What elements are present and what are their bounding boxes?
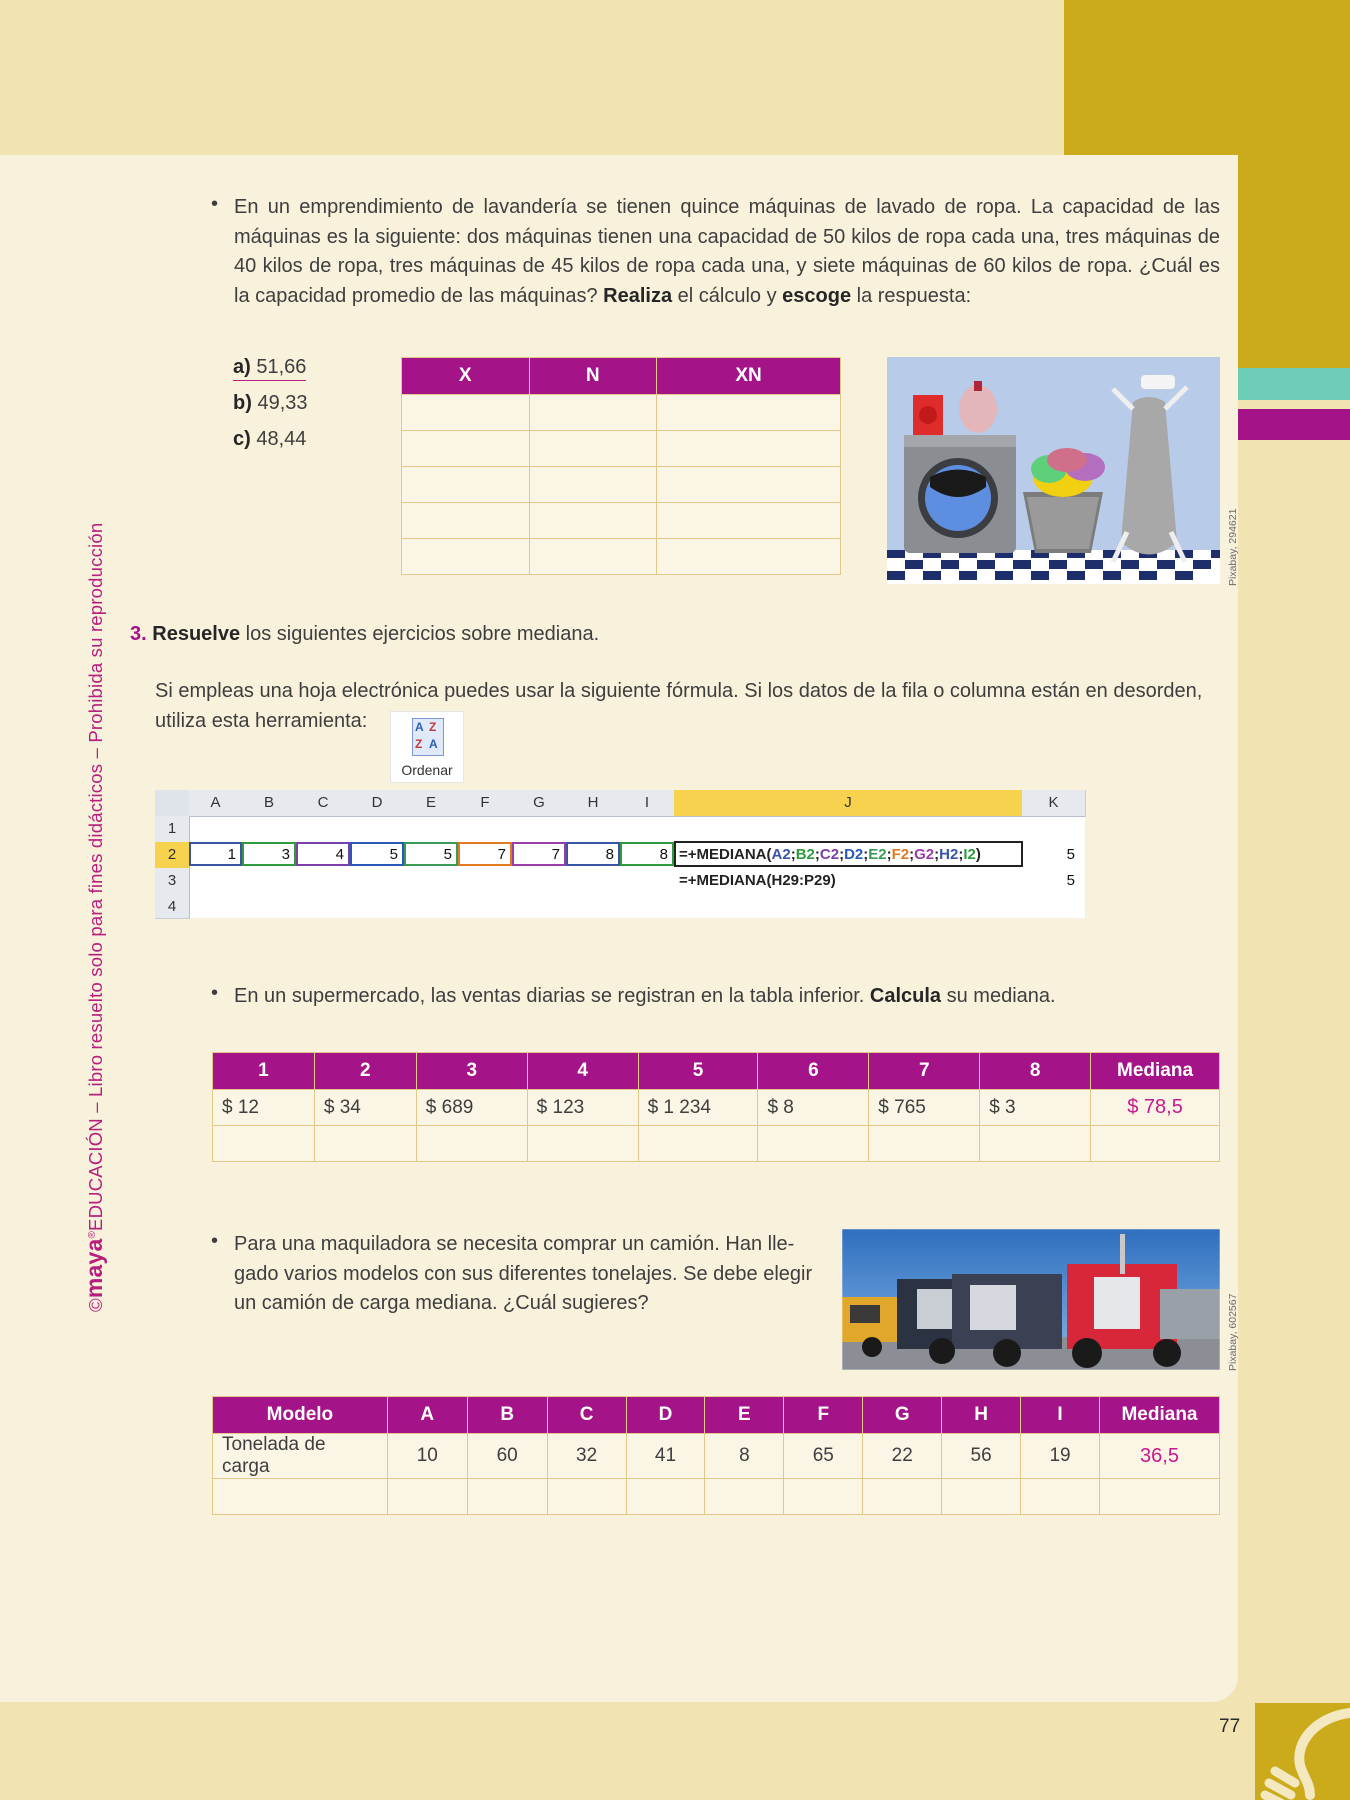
column-header[interactable]: E bbox=[404, 790, 459, 817]
cell-k2[interactable]: 5 bbox=[1066, 846, 1075, 863]
header-x: X bbox=[402, 358, 530, 395]
table-row: $ 12 $ 34 $ 689 $ 123 $ 1 234 $ 8 $ 765 $ 3 $ 78,5 bbox=[213, 1090, 1220, 1126]
column-header[interactable]: D bbox=[350, 790, 405, 817]
row-header-selected[interactable]: 2 bbox=[155, 842, 190, 869]
truck-problem-text: Para una maquiladora se necesita comprar un camión. Han lle- gado varios modelos con sus diferentes tonelajes. Se debe elegir un camión de carga mediana. ¿Cuál sugieres? bbox=[234, 1233, 813, 1314]
table-row bbox=[402, 467, 841, 503]
column-header[interactable]: H bbox=[566, 790, 621, 817]
supermarket-problem-text: En un supermercado, las ventas diarias se registran en la tabla inferior. Calcula su mediana. bbox=[234, 985, 1056, 1007]
median-formula-j3[interactable]: =+MEDIANA(H29:P29) bbox=[679, 872, 836, 889]
decorative-teal-tab bbox=[1238, 368, 1350, 400]
decorative-magenta-tab bbox=[1238, 409, 1350, 440]
median-formula-j2: =+MEDIANA(A2;B2;C2;D2;E2;F2;G2;H2;I2) bbox=[679, 846, 981, 863]
lightbulb-icon bbox=[1255, 1703, 1350, 1800]
row-header[interactable]: 4 bbox=[155, 894, 190, 919]
sort-label: Ordenar bbox=[401, 762, 453, 778]
image-credit-laundry: Pixabay, 294621 bbox=[1227, 508, 1239, 586]
table-header-row bbox=[402, 358, 841, 395]
column-header[interactable]: F bbox=[458, 790, 513, 817]
cell-c2[interactable]: 4 bbox=[335, 846, 344, 863]
page-number: 77 bbox=[1219, 1716, 1241, 1737]
copyright-side-text: ©maya®EDUCACIÓN – Libro resuelto solo para fines didácticos – Prohibida su reproducción bbox=[81, 522, 107, 1312]
column-header[interactable]: K bbox=[1022, 790, 1086, 817]
bullet: • bbox=[211, 982, 219, 1004]
corner-cell bbox=[155, 790, 190, 817]
cell-b2[interactable]: 3 bbox=[281, 846, 290, 863]
spreadsheet-screenshot bbox=[155, 790, 1085, 918]
table-header-row: 1 2 3 4 5 6 7 8 Mediana bbox=[213, 1053, 1220, 1090]
column-header-selected[interactable]: J bbox=[674, 790, 1023, 817]
xn-table bbox=[401, 357, 841, 575]
row-header[interactable]: 1 bbox=[155, 816, 190, 843]
bullet: • bbox=[211, 193, 219, 215]
table-row: Tonelada de carga 10 60 32 41 8 65 22 56 19 36,5 bbox=[213, 1434, 1220, 1479]
cell-d2[interactable]: 5 bbox=[389, 846, 398, 863]
cell-e2[interactable]: 5 bbox=[443, 846, 452, 863]
sort-tool-button[interactable] bbox=[390, 711, 464, 783]
truck-tonnage-table bbox=[212, 1396, 1220, 1515]
table-row bbox=[402, 395, 841, 431]
cell-g2[interactable]: 7 bbox=[551, 846, 560, 863]
cell-k3[interactable]: 5 bbox=[1066, 872, 1075, 889]
sort-az-icon: A Z Z A bbox=[412, 718, 444, 756]
cell-h2[interactable]: 8 bbox=[605, 846, 614, 863]
column-header[interactable]: B bbox=[242, 790, 297, 817]
sales-table bbox=[212, 1052, 1220, 1162]
table-row bbox=[213, 1479, 1220, 1515]
column-header[interactable]: A bbox=[189, 790, 243, 817]
column-header[interactable]: G bbox=[512, 790, 567, 817]
table-row bbox=[402, 503, 841, 539]
header-n: N bbox=[529, 358, 657, 395]
column-header[interactable]: C bbox=[296, 790, 351, 817]
header-xn: XN bbox=[657, 358, 841, 395]
trucks-photo bbox=[842, 1229, 1220, 1370]
table-row bbox=[402, 431, 841, 467]
median-answer: $ 78,5 bbox=[1091, 1090, 1220, 1126]
bullet: • bbox=[211, 1230, 219, 1252]
decorative-gold-block-bottom bbox=[1255, 1703, 1350, 1800]
cell-f2[interactable]: 7 bbox=[497, 846, 506, 863]
table-row bbox=[213, 1126, 1220, 1162]
laundry-illustration bbox=[887, 357, 1220, 584]
image-credit-trucks: Pixabay, 602567 bbox=[1227, 1293, 1239, 1371]
cell-a2[interactable]: 1 bbox=[227, 846, 236, 863]
table-header-row: Modelo A B C D E F G H I Mediana bbox=[213, 1397, 1220, 1434]
exercise-3-paragraph: Si empleas una hoja electrónica puedes usar la siguiente fórmula. Si los datos de la fila o columna están en desorden, utiliza esta herramienta: bbox=[155, 680, 1203, 732]
table-row bbox=[402, 539, 841, 575]
answer-option-a: a) 51,66 bbox=[233, 356, 306, 381]
median-answer: 36,5 bbox=[1099, 1434, 1219, 1479]
answer-option-c: c) 48,44 bbox=[233, 428, 307, 450]
laundry-problem-text: En un emprendimiento de lavandería se tienen quince máquinas de lavado de ropa. La capacidad de las máquinas es la siguiente: dos máquinas tienen una capacidad de 50 kilos de ropa cada una, tres máquinas de 40 kilos de ropa, tres máquinas de 45 kilos de ropa cada una, y siete máquinas de 60 kilos de ropa. ¿Cuál es la capacidad promedio de las máquinas? Realiza el cálculo y escoge la respuesta: bbox=[234, 196, 1220, 307]
answer-option-b: b) 49,33 bbox=[233, 392, 308, 414]
column-header[interactable]: I bbox=[620, 790, 675, 817]
exercise-3-title: 3. Resuelve los siguientes ejercicios sobre mediana. bbox=[130, 623, 600, 645]
row-header[interactable]: 3 bbox=[155, 868, 190, 895]
cell-i2[interactable]: 8 bbox=[659, 846, 668, 863]
